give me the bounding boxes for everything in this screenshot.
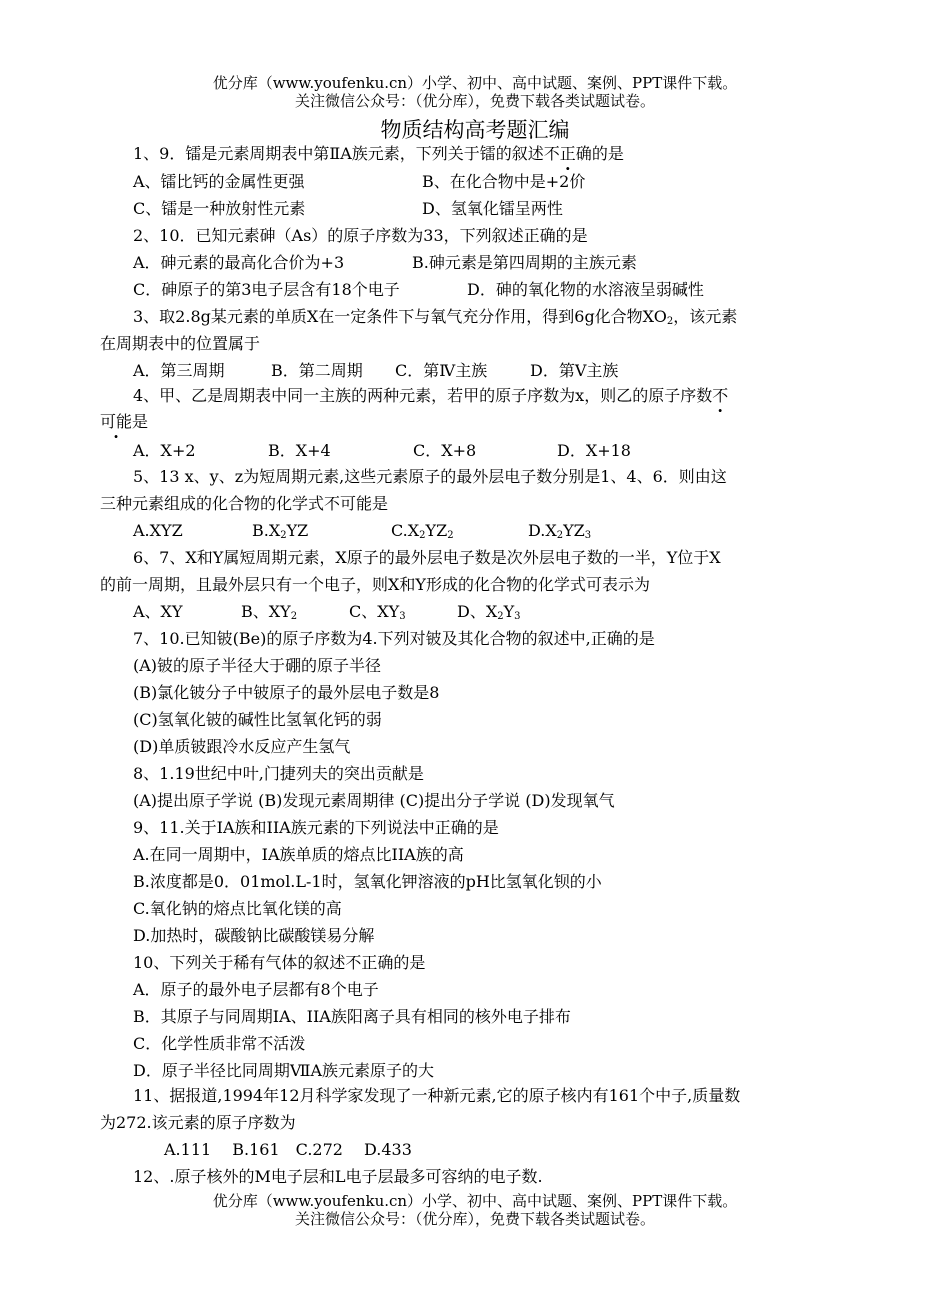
q4-stem-line-1: 4、甲、乙是周期表中同一主族的两种元素，若甲的原子序数为x，则乙的原子序数不 xyxy=(133,386,729,405)
q1-option-b: B、在化合物中是+2价 xyxy=(422,172,586,191)
q10-option-c: C．化学性质非常不活泼 xyxy=(133,1034,306,1053)
q2-option-b: B.砷元素是第四周期的主族元素 xyxy=(412,253,637,272)
q3-option-c: C．第Ⅳ主族 xyxy=(395,361,488,380)
q11-stem-line-2: 为272.该元素的原子序数为 xyxy=(100,1113,296,1132)
q2-option-a: A．砷元素的最高化合价为+3 xyxy=(133,253,345,272)
page-title: 物质结构高考题汇编 xyxy=(380,118,570,142)
q4-option-c: C．X+8 xyxy=(413,441,477,460)
q11-options: A.111 B.161 C.272 D.433 xyxy=(164,1140,412,1159)
q9-option-d: D.加热时，碳酸钠比碳酸镁易分解 xyxy=(133,926,375,945)
q1-emphasis: 不正确 xyxy=(543,144,592,163)
q1-option-a: A、镭比钙的金属性更强 xyxy=(133,172,305,191)
q8-stem: 8、1.19世纪中叶,门捷列夫的突出贡献是 xyxy=(133,764,424,783)
footer-line-1: 优分库（www.youfenku.cn）小学、初中、高中试题、案例、PPT课件下载。 xyxy=(212,1192,738,1210)
q9-option-b: B.浓度都是0．01mol.L-1时，氢氧化钾溶液的pH比氢氧化钡的小 xyxy=(133,872,602,891)
header-line-1: 优分库（www.youfenku.cn）小学、初中、高中试题、案例、PPT课件下载。 xyxy=(212,74,738,92)
q10-option-b: B．其原子与同周期IA、IIA族阳离子具有相同的核外电子排布 xyxy=(133,1007,571,1026)
q3-option-d: D．第Ⅴ主族 xyxy=(530,361,619,380)
q10-stem: 10、下列关于稀有气体的叙述不正确的是 xyxy=(133,953,426,972)
q3-option-b: B．第二周期 xyxy=(271,361,363,380)
q7-option-a: (A)铍的原子半径大于硼的原子半径 xyxy=(133,656,382,675)
q11-stem-line-1: 11、据报道,1994年12月科学家发现了一种新元素,它的原子核内有161个中子,质量数 xyxy=(133,1086,741,1105)
q6-option-d: D、$X_2Y_3$ xyxy=(457,602,521,622)
q5-option-a: A.XYZ xyxy=(133,521,183,540)
q1-stem: 1、9．镭是元素周期表中第ⅡA族元素，下列关于镭的叙述不正确的是 xyxy=(133,144,624,163)
q6-option-b: B、$XY_2$ xyxy=(241,602,298,622)
q9-option-c: C.氧化钠的熔点比氧化镁的高 xyxy=(133,899,342,918)
q5-option-b: $B.X_2YZ$ xyxy=(252,521,309,541)
q5-stem-line-2: 三种元素组成的化合物的化学式不可能是 xyxy=(100,494,389,513)
q4-stem-line-2: 可能是 xyxy=(100,412,149,431)
q7-option-c: (C)氢氧化铍的碱性比氢氧化钙的弱 xyxy=(133,710,382,729)
q1-option-c: C、镭是一种放射性元素 xyxy=(133,199,306,218)
q3-stem-line-2: 在周期表中的位置属于 xyxy=(100,334,261,353)
q2-option-d: D．砷的氧化物的水溶液呈弱碱性 xyxy=(467,280,704,299)
q6-option-c: C、$XY_3$ xyxy=(349,602,406,622)
q4-option-a: A．X+2 xyxy=(133,441,196,460)
q12-stem: 12、.原子核外的M电子层和L电子层最多可容纳的电子数. xyxy=(133,1167,543,1186)
q1-option-d: D、氢氧化镭呈两性 xyxy=(422,199,563,218)
q10-option-a: A．原子的最外电子层都有8个电子 xyxy=(133,980,379,999)
q5-option-c: $C.X_2YZ_2$ xyxy=(391,521,454,541)
q9-stem: 9、11.关于IA族和IIA族元素的下列说法中正确的是 xyxy=(133,818,499,837)
q5-stem-line-1: 5、13 x、y、z为短周期元素,这些元素原子的最外层电子数分别是1、4、6．则由这 xyxy=(133,467,727,486)
header-line-2: 关注微信公众号：（优分库），免费下载各类试题试卷。 xyxy=(294,92,655,110)
q7-option-b: (B)氯化铍分子中铍原子的最外层电子数是8 xyxy=(133,683,440,702)
q6-stem-line-2: 的前一周期，且最外层只有一个电子，则X和Y形成的化合物的化学式可表示为 xyxy=(100,575,650,594)
q3-stem-line-1: 3、取2.8g某元素的单质X在一定条件下与氧气充分作用，得到6g化合物$XO_2$，该元素 xyxy=(133,307,738,327)
q3-option-a: A．第三周期 xyxy=(133,361,225,380)
footer-line-2: 关注微信公众号：（优分库），免费下载各类试题试卷。 xyxy=(294,1210,655,1228)
q7-stem: 7、10.已知铍(Be)的原子序数为4.下列对铍及其化合物的叙述中,正确的是 xyxy=(133,629,655,648)
q6-stem-line-1: 6、7、X和Y属短周期元素，X原子的最外层电子数是次外层电子数的一半，Y位于X xyxy=(133,548,721,567)
q7-option-d: (D)单质铍跟冷水反应产生氢气 xyxy=(133,737,351,756)
q6-option-a: A、XY xyxy=(133,602,183,621)
q4-option-b: B．X+4 xyxy=(268,441,331,460)
q2-option-c: C．砷原子的第3电子层含有18个电子 xyxy=(133,280,400,299)
q10-option-d: D．原子半径比同周期ⅦA族元素原子的大 xyxy=(133,1061,435,1080)
q2-stem: 2、10．已知元素砷（As）的原子序数为33，下列叙述正确的是 xyxy=(133,226,588,245)
q9-option-a: A.在同一周期中，IA族单质的熔点比IIA族的高 xyxy=(133,845,464,864)
q4-option-d: D．X+18 xyxy=(557,441,631,460)
q8-options: (A)提出原子学说 (B)发现元素周期律 (C)提出分子学说 (D)发现氧气 xyxy=(133,791,615,810)
q5-option-d: $D.X_2YZ_3$ xyxy=(528,521,592,541)
